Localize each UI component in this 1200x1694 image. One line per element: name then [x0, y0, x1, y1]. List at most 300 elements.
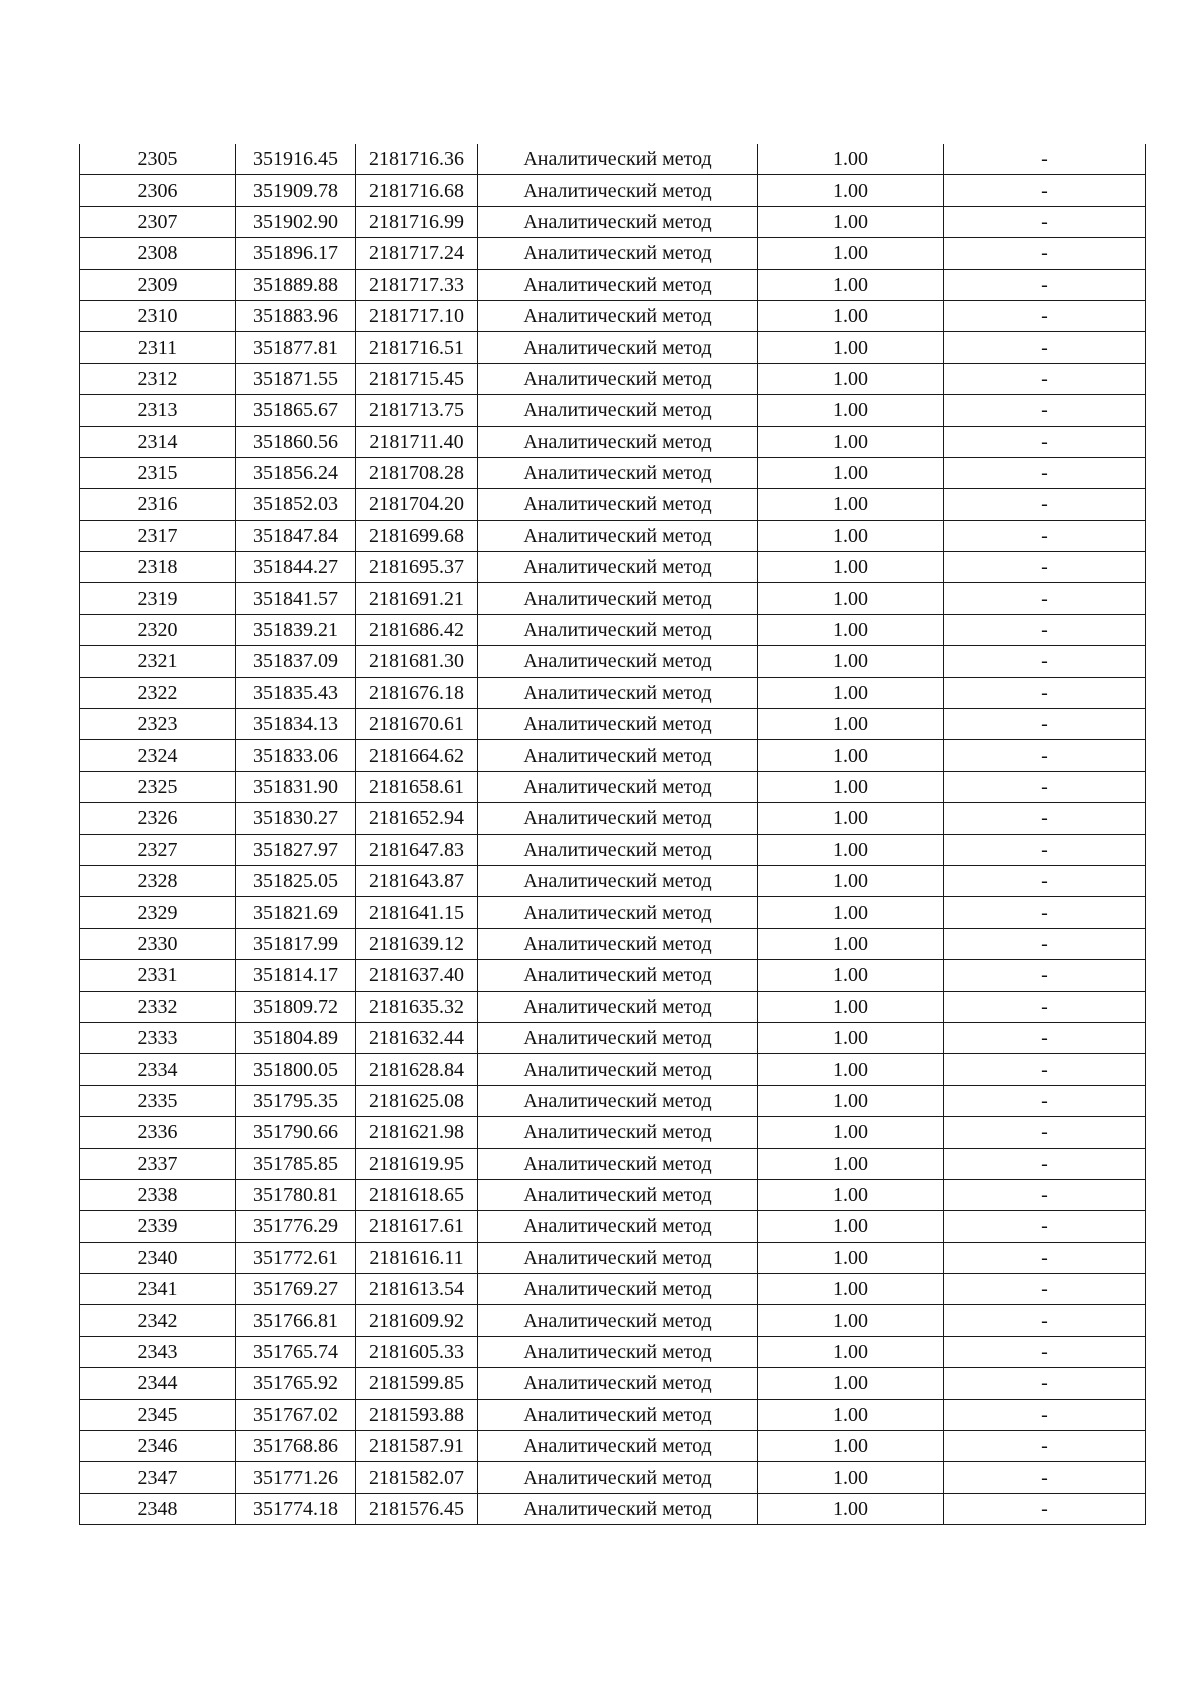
- accuracy-cell: 1.00: [758, 803, 944, 834]
- point-number-cell: 2337: [80, 1148, 236, 1179]
- point-number-cell: 2316: [80, 489, 236, 520]
- y-coordinate-cell: 2181576.45: [356, 1493, 478, 1524]
- point-number-cell: 2315: [80, 457, 236, 488]
- accuracy-cell: 1.00: [758, 1242, 944, 1273]
- method-cell: Аналитический метод: [478, 1022, 758, 1053]
- x-coordinate-cell: 351831.90: [236, 771, 356, 802]
- description-cell: -: [944, 960, 1146, 991]
- table-row: [80, 426, 1146, 457]
- description-cell: -: [944, 1179, 1146, 1210]
- table-row: [80, 300, 1146, 331]
- table-row: [80, 144, 1146, 175]
- method-cell: Аналитический метод: [478, 238, 758, 269]
- description-cell: -: [944, 363, 1146, 394]
- y-coordinate-cell: 2181691.21: [356, 583, 478, 614]
- description-cell: -: [944, 1148, 1146, 1179]
- method-cell: Аналитический метод: [478, 395, 758, 426]
- description-cell: -: [944, 1462, 1146, 1493]
- method-cell: Аналитический метод: [478, 175, 758, 206]
- method-cell: Аналитический метод: [478, 1211, 758, 1242]
- method-cell: Аналитический метод: [478, 552, 758, 583]
- method-cell: Аналитический метод: [478, 300, 758, 331]
- description-cell: -: [944, 1022, 1146, 1053]
- table-row: [80, 1431, 1146, 1462]
- x-coordinate-cell: 351817.99: [236, 928, 356, 959]
- y-coordinate-cell: 2181613.54: [356, 1274, 478, 1305]
- y-coordinate-cell: 2181704.20: [356, 489, 478, 520]
- y-coordinate-cell: 2181632.44: [356, 1022, 478, 1053]
- x-coordinate-cell: 351852.03: [236, 489, 356, 520]
- description-cell: -: [944, 144, 1146, 175]
- accuracy-cell: 1.00: [758, 709, 944, 740]
- y-coordinate-cell: 2181717.10: [356, 300, 478, 331]
- y-coordinate-cell: 2181716.99: [356, 206, 478, 237]
- method-cell: Аналитический метод: [478, 1179, 758, 1210]
- y-coordinate-cell: 2181717.24: [356, 238, 478, 269]
- x-coordinate-cell: 351871.55: [236, 363, 356, 394]
- point-number-cell: 2340: [80, 1242, 236, 1273]
- table-row: [80, 1148, 1146, 1179]
- accuracy-cell: 1.00: [758, 1179, 944, 1210]
- x-coordinate-cell: 351909.78: [236, 175, 356, 206]
- accuracy-cell: 1.00: [758, 175, 944, 206]
- point-number-cell: 2347: [80, 1462, 236, 1493]
- method-cell: Аналитический метод: [478, 1493, 758, 1524]
- accuracy-cell: 1.00: [758, 1117, 944, 1148]
- table-row: [80, 960, 1146, 991]
- method-cell: Аналитический метод: [478, 1117, 758, 1148]
- y-coordinate-cell: 2181647.83: [356, 834, 478, 865]
- accuracy-cell: 1.00: [758, 552, 944, 583]
- point-number-cell: 2311: [80, 332, 236, 363]
- table-row: [80, 646, 1146, 677]
- accuracy-cell: 1.00: [758, 583, 944, 614]
- x-coordinate-cell: 351889.88: [236, 269, 356, 300]
- y-coordinate-cell: 2181619.95: [356, 1148, 478, 1179]
- table-row: [80, 520, 1146, 551]
- method-cell: Аналитический метод: [478, 646, 758, 677]
- point-number-cell: 2308: [80, 238, 236, 269]
- table-row: [80, 457, 1146, 488]
- table-row: [80, 865, 1146, 896]
- y-coordinate-cell: 2181618.65: [356, 1179, 478, 1210]
- point-number-cell: 2342: [80, 1305, 236, 1336]
- x-coordinate-cell: 351883.96: [236, 300, 356, 331]
- x-coordinate-cell: 351902.90: [236, 206, 356, 237]
- x-coordinate-cell: 351768.86: [236, 1431, 356, 1462]
- description-cell: -: [944, 1117, 1146, 1148]
- accuracy-cell: 1.00: [758, 1022, 944, 1053]
- description-cell: -: [944, 709, 1146, 740]
- accuracy-cell: 1.00: [758, 991, 944, 1022]
- table-row: [80, 395, 1146, 426]
- description-cell: -: [944, 865, 1146, 896]
- y-coordinate-cell: 2181643.87: [356, 865, 478, 896]
- y-coordinate-cell: 2181609.92: [356, 1305, 478, 1336]
- x-coordinate-cell: 351821.69: [236, 897, 356, 928]
- table-row: [80, 1242, 1146, 1273]
- point-number-cell: 2313: [80, 395, 236, 426]
- x-coordinate-cell: 351827.97: [236, 834, 356, 865]
- y-coordinate-cell: 2181621.98: [356, 1117, 478, 1148]
- x-coordinate-cell: 351766.81: [236, 1305, 356, 1336]
- accuracy-cell: 1.00: [758, 928, 944, 959]
- point-number-cell: 2314: [80, 426, 236, 457]
- method-cell: Аналитический метод: [478, 583, 758, 614]
- accuracy-cell: 1.00: [758, 489, 944, 520]
- point-number-cell: 2333: [80, 1022, 236, 1053]
- description-cell: -: [944, 457, 1146, 488]
- point-number-cell: 2323: [80, 709, 236, 740]
- y-coordinate-cell: 2181699.68: [356, 520, 478, 551]
- accuracy-cell: 1.00: [758, 677, 944, 708]
- accuracy-cell: 1.00: [758, 238, 944, 269]
- point-number-cell: 2307: [80, 206, 236, 237]
- description-cell: -: [944, 1399, 1146, 1430]
- accuracy-cell: 1.00: [758, 1462, 944, 1493]
- y-coordinate-cell: 2181628.84: [356, 1054, 478, 1085]
- description-cell: -: [944, 803, 1146, 834]
- x-coordinate-cell: 351835.43: [236, 677, 356, 708]
- point-number-cell: 2322: [80, 677, 236, 708]
- method-cell: Аналитический метод: [478, 709, 758, 740]
- x-coordinate-cell: 351834.13: [236, 709, 356, 740]
- point-number-cell: 2343: [80, 1336, 236, 1367]
- method-cell: Аналитический метод: [478, 1368, 758, 1399]
- description-cell: -: [944, 1085, 1146, 1116]
- y-coordinate-cell: 2181664.62: [356, 740, 478, 771]
- x-coordinate-cell: 351765.74: [236, 1336, 356, 1367]
- table-row: [80, 897, 1146, 928]
- point-number-cell: 2305: [80, 144, 236, 175]
- y-coordinate-cell: 2181593.88: [356, 1399, 478, 1430]
- method-cell: Аналитический метод: [478, 614, 758, 645]
- x-coordinate-cell: 351765.92: [236, 1368, 356, 1399]
- accuracy-cell: 1.00: [758, 426, 944, 457]
- description-cell: -: [944, 991, 1146, 1022]
- accuracy-cell: 1.00: [758, 269, 944, 300]
- description-cell: -: [944, 1336, 1146, 1367]
- x-coordinate-cell: 351856.24: [236, 457, 356, 488]
- x-coordinate-cell: 351841.57: [236, 583, 356, 614]
- method-cell: Аналитический метод: [478, 144, 758, 175]
- point-number-cell: 2309: [80, 269, 236, 300]
- method-cell: Аналитический метод: [478, 206, 758, 237]
- x-coordinate-cell: 351896.17: [236, 238, 356, 269]
- table-row: [80, 552, 1146, 583]
- y-coordinate-cell: 2181670.61: [356, 709, 478, 740]
- description-cell: -: [944, 175, 1146, 206]
- description-cell: -: [944, 332, 1146, 363]
- x-coordinate-cell: 351837.09: [236, 646, 356, 677]
- point-number-cell: 2346: [80, 1431, 236, 1462]
- method-cell: Аналитический метод: [478, 1462, 758, 1493]
- description-cell: -: [944, 771, 1146, 802]
- y-coordinate-cell: 2181587.91: [356, 1431, 478, 1462]
- table-row: [80, 363, 1146, 394]
- point-number-cell: 2328: [80, 865, 236, 896]
- description-cell: -: [944, 646, 1146, 677]
- x-coordinate-cell: 351847.84: [236, 520, 356, 551]
- table-row: [80, 1022, 1146, 1053]
- x-coordinate-cell: 351865.67: [236, 395, 356, 426]
- description-cell: -: [944, 1274, 1146, 1305]
- method-cell: Аналитический метод: [478, 1399, 758, 1430]
- point-number-cell: 2325: [80, 771, 236, 802]
- table-row: [80, 1336, 1146, 1367]
- point-number-cell: 2332: [80, 991, 236, 1022]
- table-row: [80, 1117, 1146, 1148]
- point-number-cell: 2326: [80, 803, 236, 834]
- method-cell: Аналитический метод: [478, 1242, 758, 1273]
- table-row: [80, 740, 1146, 771]
- method-cell: Аналитический метод: [478, 1148, 758, 1179]
- table-row: [80, 771, 1146, 802]
- x-coordinate-cell: 351804.89: [236, 1022, 356, 1053]
- table-row: [80, 1368, 1146, 1399]
- method-cell: Аналитический метод: [478, 489, 758, 520]
- point-number-cell: 2344: [80, 1368, 236, 1399]
- x-coordinate-cell: 351800.05: [236, 1054, 356, 1085]
- point-number-cell: 2312: [80, 363, 236, 394]
- y-coordinate-cell: 2181635.32: [356, 991, 478, 1022]
- y-coordinate-cell: 2181605.33: [356, 1336, 478, 1367]
- method-cell: Аналитический метод: [478, 1085, 758, 1116]
- point-number-cell: 2320: [80, 614, 236, 645]
- table-row: [80, 175, 1146, 206]
- coordinates-table-body: [80, 144, 1146, 1525]
- x-coordinate-cell: 351774.18: [236, 1493, 356, 1524]
- method-cell: Аналитический метод: [478, 865, 758, 896]
- description-cell: -: [944, 1368, 1146, 1399]
- x-coordinate-cell: 351795.35: [236, 1085, 356, 1116]
- y-coordinate-cell: 2181641.15: [356, 897, 478, 928]
- y-coordinate-cell: 2181716.68: [356, 175, 478, 206]
- y-coordinate-cell: 2181711.40: [356, 426, 478, 457]
- point-number-cell: 2319: [80, 583, 236, 614]
- description-cell: -: [944, 583, 1146, 614]
- description-cell: -: [944, 1305, 1146, 1336]
- accuracy-cell: 1.00: [758, 1399, 944, 1430]
- x-coordinate-cell: 351771.26: [236, 1462, 356, 1493]
- x-coordinate-cell: 351830.27: [236, 803, 356, 834]
- description-cell: -: [944, 897, 1146, 928]
- x-coordinate-cell: 351809.72: [236, 991, 356, 1022]
- x-coordinate-cell: 351790.66: [236, 1117, 356, 1148]
- description-cell: -: [944, 269, 1146, 300]
- point-number-cell: 2324: [80, 740, 236, 771]
- method-cell: Аналитический метод: [478, 677, 758, 708]
- accuracy-cell: 1.00: [758, 897, 944, 928]
- x-coordinate-cell: 351833.06: [236, 740, 356, 771]
- point-number-cell: 2336: [80, 1117, 236, 1148]
- table-row: [80, 583, 1146, 614]
- y-coordinate-cell: 2181717.33: [356, 269, 478, 300]
- description-cell: -: [944, 1242, 1146, 1273]
- method-cell: Аналитический метод: [478, 834, 758, 865]
- description-cell: -: [944, 740, 1146, 771]
- method-cell: Аналитический метод: [478, 363, 758, 394]
- x-coordinate-cell: 351780.81: [236, 1179, 356, 1210]
- method-cell: Аналитический метод: [478, 1305, 758, 1336]
- method-cell: Аналитический метод: [478, 928, 758, 959]
- y-coordinate-cell: 2181713.75: [356, 395, 478, 426]
- method-cell: Аналитический метод: [478, 426, 758, 457]
- point-number-cell: 2330: [80, 928, 236, 959]
- table-row: [80, 269, 1146, 300]
- table-row: [80, 1085, 1146, 1116]
- point-number-cell: 2318: [80, 552, 236, 583]
- point-number-cell: 2341: [80, 1274, 236, 1305]
- accuracy-cell: 1.00: [758, 1211, 944, 1242]
- method-cell: Аналитический метод: [478, 520, 758, 551]
- x-coordinate-cell: 351860.56: [236, 426, 356, 457]
- description-cell: -: [944, 395, 1146, 426]
- point-number-cell: 2334: [80, 1054, 236, 1085]
- description-cell: -: [944, 520, 1146, 551]
- y-coordinate-cell: 2181716.36: [356, 144, 478, 175]
- x-coordinate-cell: 351916.45: [236, 144, 356, 175]
- point-number-cell: 2335: [80, 1085, 236, 1116]
- accuracy-cell: 1.00: [758, 1493, 944, 1524]
- y-coordinate-cell: 2181637.40: [356, 960, 478, 991]
- table-row: [80, 1305, 1146, 1336]
- y-coordinate-cell: 2181676.18: [356, 677, 478, 708]
- description-cell: -: [944, 206, 1146, 237]
- x-coordinate-cell: 351767.02: [236, 1399, 356, 1430]
- point-number-cell: 2345: [80, 1399, 236, 1430]
- description-cell: -: [944, 1493, 1146, 1524]
- method-cell: Аналитический метод: [478, 1336, 758, 1367]
- x-coordinate-cell: 351814.17: [236, 960, 356, 991]
- point-number-cell: 2338: [80, 1179, 236, 1210]
- accuracy-cell: 1.00: [758, 834, 944, 865]
- method-cell: Аналитический метод: [478, 991, 758, 1022]
- point-number-cell: 2321: [80, 646, 236, 677]
- y-coordinate-cell: 2181639.12: [356, 928, 478, 959]
- method-cell: Аналитический метод: [478, 740, 758, 771]
- x-coordinate-cell: 351769.27: [236, 1274, 356, 1305]
- table-row: [80, 803, 1146, 834]
- accuracy-cell: 1.00: [758, 740, 944, 771]
- accuracy-cell: 1.00: [758, 206, 944, 237]
- point-number-cell: 2331: [80, 960, 236, 991]
- y-coordinate-cell: 2181715.45: [356, 363, 478, 394]
- y-coordinate-cell: 2181695.37: [356, 552, 478, 583]
- method-cell: Аналитический метод: [478, 1274, 758, 1305]
- table-row: [80, 238, 1146, 269]
- accuracy-cell: 1.00: [758, 457, 944, 488]
- table-row: [80, 1399, 1146, 1430]
- point-number-cell: 2329: [80, 897, 236, 928]
- description-cell: -: [944, 1431, 1146, 1462]
- y-coordinate-cell: 2181708.28: [356, 457, 478, 488]
- description-cell: -: [944, 1054, 1146, 1085]
- table-row: [80, 614, 1146, 645]
- method-cell: Аналитический метод: [478, 803, 758, 834]
- y-coordinate-cell: 2181658.61: [356, 771, 478, 802]
- accuracy-cell: 1.00: [758, 300, 944, 331]
- y-coordinate-cell: 2181617.61: [356, 1211, 478, 1242]
- accuracy-cell: 1.00: [758, 960, 944, 991]
- table-row: [80, 1493, 1146, 1524]
- method-cell: Аналитический метод: [478, 457, 758, 488]
- accuracy-cell: 1.00: [758, 363, 944, 394]
- description-cell: -: [944, 928, 1146, 959]
- table-row: [80, 1179, 1146, 1210]
- table-row: [80, 489, 1146, 520]
- table-row: [80, 677, 1146, 708]
- description-cell: -: [944, 489, 1146, 520]
- x-coordinate-cell: 351772.61: [236, 1242, 356, 1273]
- method-cell: Аналитический метод: [478, 1054, 758, 1085]
- accuracy-cell: 1.00: [758, 332, 944, 363]
- table-row: [80, 1274, 1146, 1305]
- method-cell: Аналитический метод: [478, 771, 758, 802]
- table-row: [80, 1054, 1146, 1085]
- point-number-cell: 2339: [80, 1211, 236, 1242]
- y-coordinate-cell: 2181582.07: [356, 1462, 478, 1493]
- method-cell: Аналитический метод: [478, 332, 758, 363]
- point-number-cell: 2306: [80, 175, 236, 206]
- description-cell: -: [944, 300, 1146, 331]
- point-number-cell: 2327: [80, 834, 236, 865]
- point-number-cell: 2348: [80, 1493, 236, 1524]
- method-cell: Аналитический метод: [478, 1431, 758, 1462]
- accuracy-cell: 1.00: [758, 771, 944, 802]
- table-row: [80, 1211, 1146, 1242]
- x-coordinate-cell: 351776.29: [236, 1211, 356, 1242]
- point-number-cell: 2310: [80, 300, 236, 331]
- x-coordinate-cell: 351825.05: [236, 865, 356, 896]
- method-cell: Аналитический метод: [478, 960, 758, 991]
- description-cell: -: [944, 552, 1146, 583]
- x-coordinate-cell: 351785.85: [236, 1148, 356, 1179]
- y-coordinate-cell: 2181681.30: [356, 646, 478, 677]
- accuracy-cell: 1.00: [758, 395, 944, 426]
- description-cell: -: [944, 238, 1146, 269]
- accuracy-cell: 1.00: [758, 865, 944, 896]
- table-row: [80, 991, 1146, 1022]
- table-row: [80, 206, 1146, 237]
- table-row: [80, 332, 1146, 363]
- description-cell: -: [944, 1211, 1146, 1242]
- y-coordinate-cell: 2181686.42: [356, 614, 478, 645]
- accuracy-cell: 1.00: [758, 646, 944, 677]
- accuracy-cell: 1.00: [758, 144, 944, 175]
- description-cell: -: [944, 614, 1146, 645]
- description-cell: -: [944, 677, 1146, 708]
- x-coordinate-cell: 351844.27: [236, 552, 356, 583]
- accuracy-cell: 1.00: [758, 1085, 944, 1116]
- point-number-cell: 2317: [80, 520, 236, 551]
- accuracy-cell: 1.00: [758, 1431, 944, 1462]
- method-cell: Аналитический метод: [478, 269, 758, 300]
- accuracy-cell: 1.00: [758, 1368, 944, 1399]
- coordinates-table: [79, 144, 1146, 1525]
- accuracy-cell: 1.00: [758, 1274, 944, 1305]
- description-cell: -: [944, 426, 1146, 457]
- y-coordinate-cell: 2181652.94: [356, 803, 478, 834]
- accuracy-cell: 1.00: [758, 614, 944, 645]
- x-coordinate-cell: 351839.21: [236, 614, 356, 645]
- y-coordinate-cell: 2181716.51: [356, 332, 478, 363]
- accuracy-cell: 1.00: [758, 1305, 944, 1336]
- method-cell: Аналитический метод: [478, 897, 758, 928]
- x-coordinate-cell: 351877.81: [236, 332, 356, 363]
- accuracy-cell: 1.00: [758, 1148, 944, 1179]
- y-coordinate-cell: 2181616.11: [356, 1242, 478, 1273]
